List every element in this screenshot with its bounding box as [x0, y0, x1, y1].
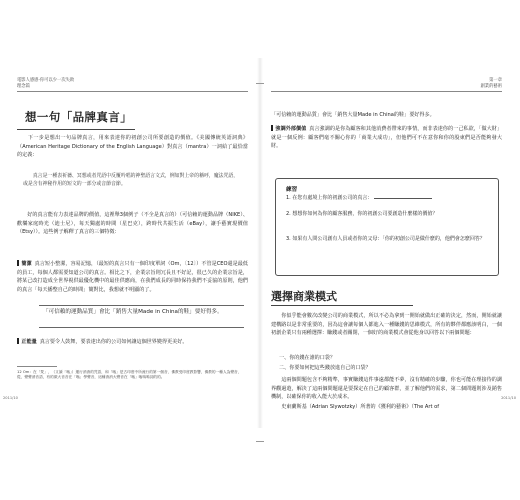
- question-line-1: 一、你的錢在誰的口袋？: [279, 355, 336, 361]
- footnote: 12 Om：在「梵」，（又讀「嗡」）運行消消的咒語，和「嗡」是古印度中所流行的第一個音，佛教受印度教影響，佛教的一種人為聲音，從，聲聲消音語，有的做大音音在「嗡」學聲音，這種消消大聲音在「嗡」嗡嗚嗚詞的的。: [17, 370, 242, 380]
- running-head-right: [481, 78, 502, 89]
- reference-paragraph: 史東蘭斯基（Adrian Slywotzky）所著的《獲利的藝術》（The Art of: [271, 404, 440, 410]
- page-number: 2011/10: [501, 396, 516, 400]
- running-head-series: 電影人感感‧你可以少一次失敗: [17, 78, 75, 83]
- practice-title: 練習: [286, 187, 298, 193]
- practice-question-text: 1. 在您有處境上你的初創公司的真言：: [286, 195, 373, 201]
- item-external-value: [271, 125, 502, 151]
- dictionary-quote: 真言是一種表祈禱、冥想或者咒語中反覆吟唱的神聖語言文式，例如對上帝的稱呼，魔法咒語，或是含有神秘作用的短文的一部分或音節音節。: [23, 173, 239, 188]
- bullet-marker: [271, 125, 273, 131]
- question-line-2: 二、你要如何把這些錢放進自己的口袋？: [279, 365, 371, 371]
- header-rule: [17, 91, 248, 92]
- practice-box: [275, 178, 499, 276]
- item-term: 強調外部價值: [275, 126, 307, 132]
- header-rule: [271, 91, 502, 92]
- crop-mark: [260, 83, 264, 84]
- business-model-paragraph: 你似乎能會數次改變公司的商業模式，所以不必為拿到一開始就做出正確的決定，然而，開始就讓建構路以是非常重要的，因為這會讓每個人都進入一種賺錢的思維模式，所有的夥伴都應該明白，一個初創企業只有兩種選擇：賺錢或者關閉，一個好的商業模式會從他身以回答以下兩個問題：: [271, 313, 502, 337]
- answer-blank: [374, 198, 432, 199]
- section-title: 選擇商業模式: [271, 290, 337, 303]
- callout-top-rule: [39, 305, 244, 306]
- intro-paragraph: 下一步是想出一句品牌真言，用來表達你的初創公司所要創造的價值。《美國傳統英語詞典》（American Heritage Dictionary of the English Language）對真言（mantra）一詞給了最恰當的定義：: [17, 135, 248, 159]
- callout-bottom-rule: [39, 327, 244, 328]
- practice-question-1: [286, 194, 491, 202]
- footnote-rule: [17, 366, 57, 367]
- right-page: [271, 70, 516, 412]
- book-gutter: [257, 58, 263, 428]
- item-text: 真言短小整潔，容易記憶，（最短的真言只有一個印度單詞（Om，〔12〕）不管是CEO還是最低的員工，每個人都需要知道公司的真言。相比之下，企業宗旨則冗長且不好記，很已久的企業宗旨是，將某己改打造成全世界視供最優化機中的最佳供應商，在我們成長的同時保持我們不妥協的原則，他們的真言「每天播整自己的時間」簡對比，我想就不明顯的了。: [17, 261, 248, 293]
- callout-quote: [39, 305, 244, 327]
- running-head-chapter: 理念篇: [17, 83, 30, 89]
- running-head-chapter-no: 第一章: [489, 78, 502, 83]
- bullet-marker: [17, 338, 19, 344]
- callout-text: 「可信賴的運動品質」會比「銷售大量Made in China的鞋」要好得多。: [43, 309, 223, 315]
- practice-question-2: 2. 想想你如何為你的顧客服務，你的初創公司要創造什麼樣的價值？: [286, 211, 438, 217]
- bullet-marker: [17, 260, 19, 266]
- examples-paragraph: 好的真言能有力表達品牌的價值，這裡舉3個例子（不全是真言的）（可信賴的運動品牌（NIKE）、歡樂家庭時光（迪士尼），每天獨處的時間（星巴克），跨時代共振生活（eBay），讓手藝實現價值（Etsy））。這些例子解釋了真言的三個特徵：: [17, 212, 248, 236]
- section-title: 想一句「品牌真言」: [25, 110, 133, 124]
- left-page: [3, 70, 248, 412]
- title-underline: [271, 305, 413, 306]
- page-number: 2011/10: [3, 396, 18, 400]
- item-positive: [17, 338, 248, 347]
- running-head-chapter-title: 創業的藝術: [480, 83, 502, 89]
- running-head-left: [17, 78, 74, 89]
- callout-continuation: 「可信賴的運動品質」會比「銷售大量Made in China的鞋」要好得多。: [271, 112, 435, 118]
- item-term: 簡潔: [21, 261, 32, 267]
- practice-question-3: 3. 如果有人問公司創有人員或者你的父母：「你的初創公司是做什麼的，他們會怎麼回答？: [286, 236, 485, 242]
- crop-mark: [260, 441, 264, 442]
- item-text: 真言強調的是你為顧客和其他消費者帶來的事情，而非表達你的一己私欲，「做大財」就是一個反例：顧客們毫不關心你的「商業大成功」，但他們可不在意你和你的股東們是否能夠發大財。: [271, 126, 502, 150]
- answers-paragraph: 這兩個問題包含不夠精準，事實賺錢這件事遠都能不夢，沒有精確的步驟，你也可能在理接待的調界觀過遊，解決了這兩個問題還是要探定在自己的顧客群，並了解他們的需求，第二個問題則涉及銷售機制，以確保你的收入能大於成本。: [271, 377, 502, 401]
- item-text: 真言要令人鼓舞，要表達出你的公司如何讓這個世界變得更美好。: [39, 339, 188, 345]
- title-underline: [17, 129, 135, 130]
- item-concise: [17, 260, 248, 294]
- item-term: 正能量: [21, 339, 37, 345]
